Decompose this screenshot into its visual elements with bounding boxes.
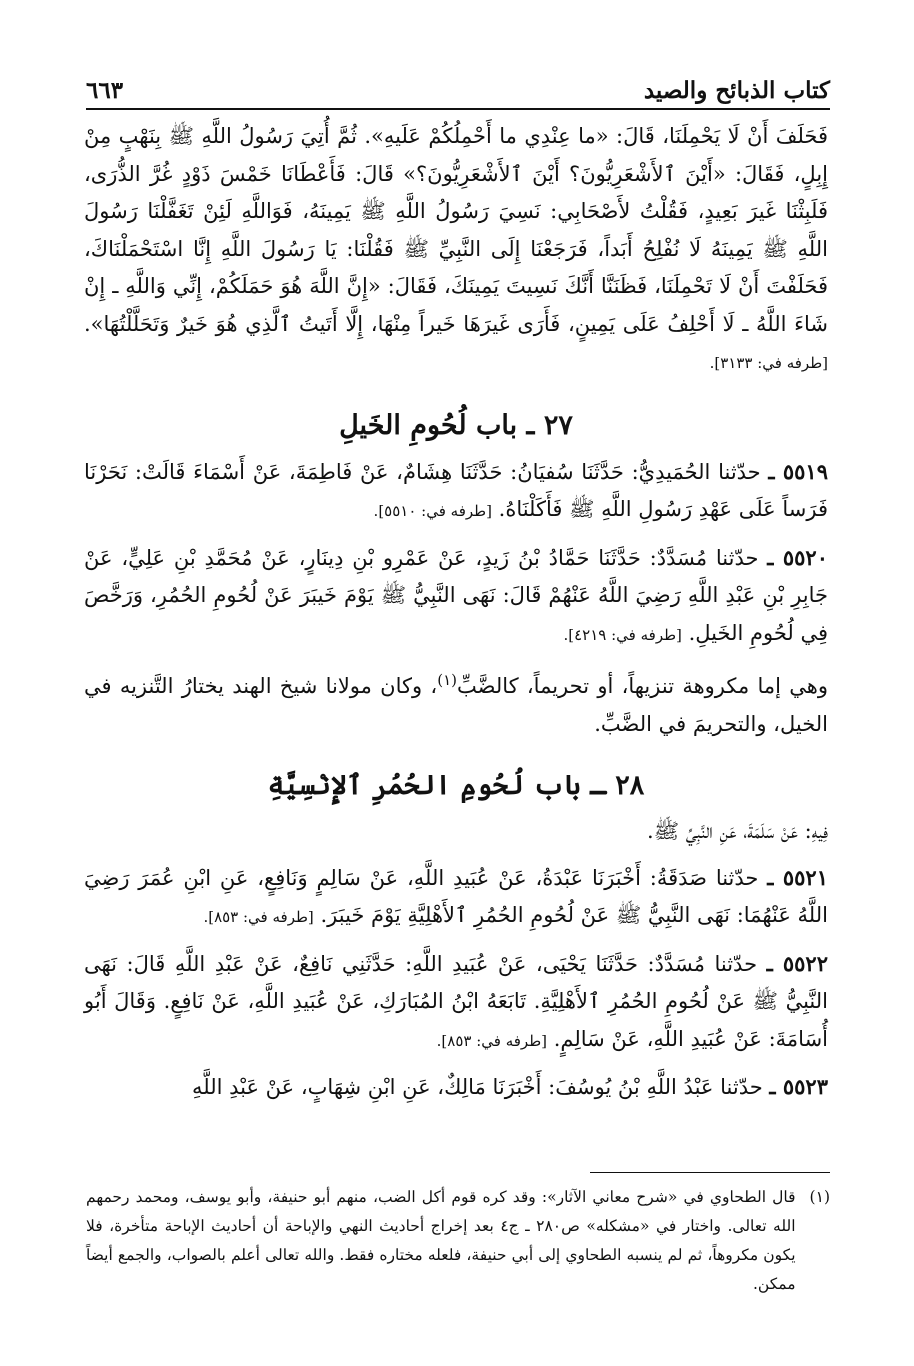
hadith-continuation	[84, 118, 828, 383]
chapter-heading-28: ٢٨ ـ باب لُحُومِ الحُمُرِ ٱلإِنْسِيَّةِ	[267, 770, 645, 801]
page-header	[86, 66, 830, 110]
footnotes	[86, 1172, 830, 1299]
hadith-number: ٥٥٢١ ـ	[767, 864, 828, 890]
footnote-1	[86, 1183, 830, 1299]
cross-reference: [طرفه في: ٨٥٣].	[436, 1031, 547, 1050]
commentary-text-after: ، وكان مولانا شيخ الهند يختارُ التَّنزيه في الخيل، والتحريمَ في الضَّبِّ.	[84, 674, 828, 736]
hadith-text: حدّثنا مُسَدَّدٌ: حَدَّثَنَا يَحْيَى، عَنْ عُبَيدِ اللَّهِ: حَدَّثَنِي نَافِعٌ، عَنْ عَبْدِ اللَّهِ قَالَ: نَهَى النَّبِيُّ ﷺ عَنْ لُحُومِ الحُمُرِ ٱلأَهْلِيَّةِ. تَابَعَهُ ابْنُ المُبَارَكِ، عَنْ عُبَيدِ اللَّهِ، عَنْ نَافِعٍ. وَقَالَ أَبُو أُسَامَةَ: عَنْ عُبَيدِ اللَّهِ، عَنْ سَالِمٍ.	[84, 951, 828, 1051]
hadith-5520	[84, 539, 828, 655]
hadith-5523	[84, 1068, 828, 1107]
cross-reference: [طرفه في: ٣١٣٣].	[709, 354, 828, 372]
footnote-marker: (١)	[437, 671, 457, 689]
hadith-text: حدّثنا مُسَدَّدٌ: حَدَّثَنَا حَمَّادُ بْنُ زَيدٍ، عَنْ عَمْرِو بْنِ دِينَارٍ، عَنْ مُحَمَّدِ بْنِ عَلِيٍّ، عَنْ جَابِرِ بْنِ عَبْدِ اللَّهِ رَضِيَ اللَّهُ عَنْهُمْ قَالَ: نَهَى النَّبِيُّ ﷺ يَوْمَ خَيبَرَ عَنْ لُحُومِ الحُمُرِ، وَرَخَّصَ فِي لُحُومِ الخَيلِ.	[84, 545, 828, 645]
running-title: كتاب الذبائح والصيد	[643, 77, 830, 104]
cross-reference: [طرفه في: ٥٥١٠].	[373, 502, 492, 520]
hadith-text: حدّثنا الحُمَيدِيُّ: حَدَّثَنَا سُفيَانُ: حَدَّثَنَا هِشَامٌ، عَنْ فَاطِمَةَ، عَنْ أَسْمَاءَ قَالَتْ: نَحَرْنَا فَرَساً عَلَى عَهْدِ رَسُولِ اللَّهِ ﷺ فَأَكَلْنَاهُ.	[84, 459, 828, 521]
footnote-number: (١)	[809, 1188, 830, 1206]
hadith-5519	[84, 453, 828, 531]
hadith-number: ٥٥١٩ ـ	[768, 458, 828, 484]
hadith-number: ٥٥٢٢ ـ	[766, 950, 828, 976]
main-text	[84, 118, 828, 1107]
hadith-number: ٥٥٢٠ ـ	[767, 544, 828, 570]
commentary	[84, 662, 828, 743]
hadith-text: فَحَلَفَ أَنْ لَا يَحْمِلَنَا، قَالَ: «ما عِنْدِي ما أَحْمِلُكُمْ عَلَيهِ». ثُمَّ أُتِيَ رَسُولُ اللَّهِ ﷺ بِنَهْبٍ مِنْ إِبِلٍ، فَقَالَ: «أَيْنَ ٱلأَشْعَرِيُّونَ؟ أَيْنَ ٱلأَشْعَرِيُّونَ؟» قَالَ: فَأَعْطَانَا خَمْسَ ذَوْدٍ غُرَّ الذُّرَى، فَلَبِثْنَا غَيرَ بَعِيدٍ، فَقُلْتُ لأَصْحَابِي: نَسِيَ رَسُولُ اللَّهِ ﷺ يَمِينَهُ، فَوَاللَّهِ لَئِنْ تَغَفَّلْنَا رَسُولَ اللَّهِ ﷺ يَمِينَهُ لَا نُفْلِحُ أَبَداً، فَرَجَعْنَا إِلَى النَّبِيِّ ﷺ فَقُلْنَا: يَا رَسُولَ اللَّهِ إِنَّا اسْتَحْمَلْنَاكَ، فَحَلَفْتَ أَنْ لَا تَحْمِلَنَا، فَظَنَنَّا أَنَّكَ نَسِيتَ يَمِينَكَ، فَقَالَ: «إِنَّ اللَّهَ هُوَ حَمَلَكُمْ، إِنِّي وَاللَّهِ ـ إِنْ شَاءَ اللَّهُ ـ لَا أَحْلِفُ عَلَى يَمِينٍ، فَأَرَى غَيرَهَا خَيراً مِنْهَا، إِلَّا أَتَيتُ ٱلَّذِي هُوَ خَيرٌ وَتَحَلَّلْتُهَا».	[84, 124, 828, 336]
hadith-number: ٥٥٢٣ ـ	[769, 1074, 828, 1099]
hadith-text: حدّثنا صَدَقَةُ: أَخْبَرَنَا عَبْدَةُ، عَنْ عُبَيدِ اللَّهِ، عَنْ سَالِمٍ وَنَافِعٍ، عَنِ ابْنِ عُمَرَ رَضِيَ اللَّهُ عَنْهُمَا: نَهَى النَّبِيُّ ﷺ عَنْ لُحُومِ الحُمُرِ ٱلأَهْلِيَّةِ يَوْمَ خَيبَرَ.	[84, 865, 828, 927]
footnote-text: قال الطحاوي في «شرح معاني الآثار»: وقد كره قوم أكل الضب، منهم أبو حنيفة، وأبو يوسف، ومحمد رحمهم الله تعالى. واختار في «مشكله» ص٢٨٠ ـ ج٤ بعد إخراج أحاديث النهي والإباحة أن أحاديث الإباحة متأخرة، فلا يكون مكروهاً، ثم لم ينسبه الطحاوي إلى أبي حنيفة، فلعله مختاره فقط. والله تعالى أعلم بالصواب، والجمع أيضاً ممكن.	[86, 1188, 796, 1293]
page-number: ٦٦٣	[86, 77, 124, 104]
hadith-5522	[84, 945, 828, 1061]
hadith-text: حدّثنا عَبْدُ اللَّهِ بْنُ يُوسُفَ: أَخْبَرَنَا مَالِكٌ، عَنِ ابْنِ شِهَابٍ، عَنْ عَبْدِ اللَّهِ	[192, 1075, 763, 1099]
fihi-line: فِيهِ: عَنْ سَلَمَةَ، عَنِ النَّبِيِّ ﷺ.	[647, 819, 828, 843]
cross-reference: [طرفه في: ٨٥٣].	[203, 908, 314, 926]
chapter-heading-27: ٢٧ ـ باب لُحُومِ الخَيلِ	[339, 409, 573, 441]
commentary-text: وهي إما مكروهة تنزيهاً، أو تحريماً، كالضَّبِّ	[456, 674, 828, 698]
footnote-rule	[590, 1172, 830, 1173]
cross-reference: [طرفه في: ٤٢١٩].	[563, 625, 682, 644]
hadith-5521	[84, 859, 828, 937]
